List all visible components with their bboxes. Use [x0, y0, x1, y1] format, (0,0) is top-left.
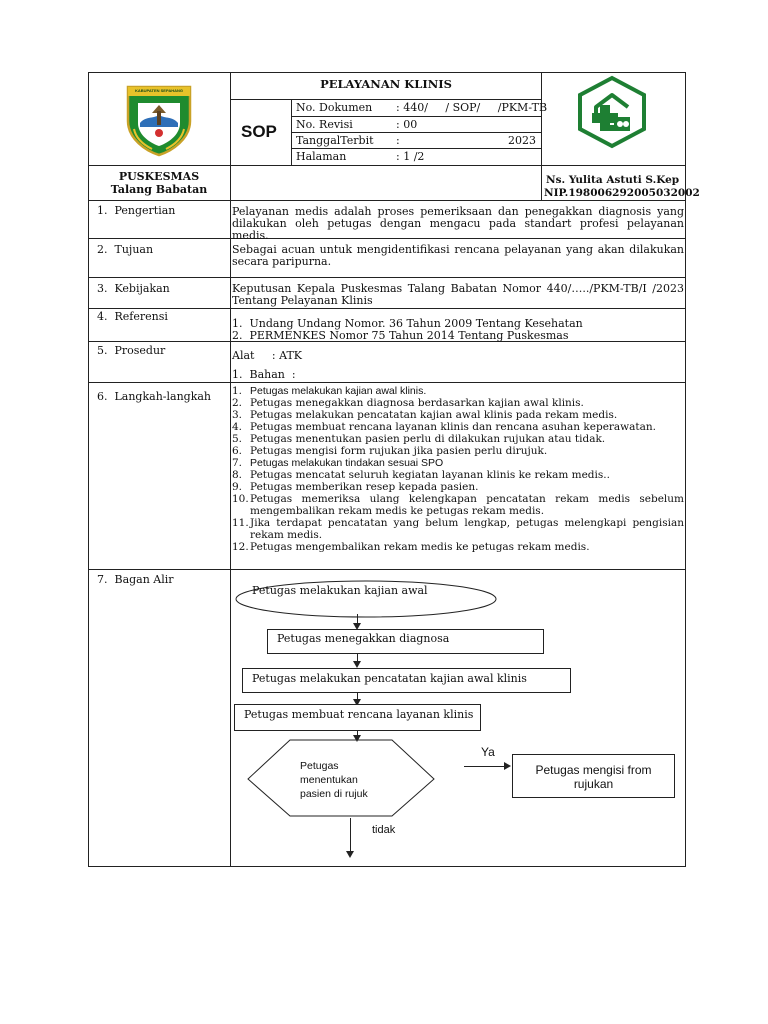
prosedur-bahan: 1. Bahan :	[232, 368, 296, 381]
referensi-item: 1. Undang Undang Nomor. 36 Tahun 2009 Tentang Kesehatan	[232, 317, 583, 330]
list-item: 1. Petugas melakukan kajian awal klinis.	[232, 385, 427, 397]
list-item: 6. Petugas mengisi form rujukan jika pasien perlu dirujuk.	[232, 445, 548, 457]
langkah-list	[232, 385, 684, 553]
flow-start-label: Petugas melakukan kajian awal	[252, 584, 428, 597]
flow-decision-line2: menentukan	[300, 774, 358, 786]
kebijakan-text: Keputusan Kepala Puskesmas Talang Babatan Nomor 440/…../PKM-TB/I /2023 Tentang Pelayanan Klinis	[232, 282, 684, 307]
flow-rencana-label: Petugas membuat rencana layanan klinis	[244, 708, 474, 721]
list-item: 8. Petugas mencatat seluruh kegiatan layanan klinis ke rekam medis..	[232, 469, 610, 481]
flow-pencatatan-box	[242, 668, 571, 693]
flow-pencatatan-label: Petugas melakukan pencatatan kajian awal klinis	[252, 672, 527, 685]
meta-doc-value: : 440/ / SOP/ /PKM-TB	[396, 101, 548, 114]
flow-rujukan-box	[512, 754, 675, 798]
meta-terbit-key: TanggalTerbit	[296, 134, 374, 147]
list-item: 5. Petugas menentukan pasien perlu di dilakukan rujukan atau tidak.	[232, 433, 606, 445]
prosedur-alat: Alat : ATK	[232, 349, 303, 362]
flow-rencana-box	[234, 704, 481, 731]
flow-rujukan-line1: Petugas mengisi from	[535, 763, 652, 777]
list-item: 3. Petugas melakukan pencatatan kajian awal klinis pada rekam medis.	[232, 409, 618, 421]
page-title: PELAYANAN KLINIS	[320, 77, 452, 91]
flow-decision-line3: pasien di rujuk	[300, 788, 368, 800]
list-item: 7. Petugas melakukan tindakan sesuai SPO	[232, 457, 444, 469]
pengertian-text: Pelayanan medis adalah proses pemeriksaan dan penegakkan diagnosis yang dilakukan oleh petugas dengan mengacu pada standart profesi pelayanan medis.	[232, 205, 684, 242]
label-langkah: 6. Langkah-langkah	[97, 390, 212, 403]
signer-nip: NIP.198006292005032002	[544, 187, 700, 199]
flow-ya-label: Ya	[481, 745, 495, 759]
signer-name: Ns. Yulita Astuti S.Kep	[546, 174, 680, 186]
org-location: Talang Babatan	[110, 183, 208, 196]
regency-logo-text: KABUPATEN SEPAHANG	[134, 88, 183, 93]
flow-rujukan-line2: rujukan	[573, 777, 614, 791]
meta-terbit-year: 2023	[508, 134, 536, 147]
meta-revisi-key: No. Revisi	[296, 118, 353, 131]
list-item: 10. Petugas memeriksa ulang kelengkapan pencatatan rekam medis sebelum mengembalikan rekam medis ke petugas rekam medis.	[232, 493, 684, 517]
meta-terbit-value: :	[396, 134, 400, 147]
flow-decision-line1: Petugas	[300, 760, 339, 772]
label-tujuan: 2. Tujuan	[97, 243, 154, 256]
meta-doc-key: No. Dokumen	[296, 101, 373, 114]
sop-label: SOP	[241, 122, 277, 141]
label-bagan: 7. Bagan Alir	[97, 573, 174, 586]
meta-halaman-key: Halaman	[296, 150, 347, 163]
flow-tidak-label: tidak	[372, 824, 396, 836]
meta-halaman-value: : 1 /2	[396, 150, 425, 163]
flow-diagnosa-label: Petugas menegakkan diagnosa	[277, 632, 450, 645]
list-item: 2. Petugas menegakkan diagnosa berdasarkan kajian awal klinis.	[232, 397, 584, 409]
referensi-item: 2. PERMENKES Nomor 75 Tahun 2014 Tentang Puskesmas	[232, 329, 569, 342]
tujuan-text: Sebagai acuan untuk mengidentifikasi rencana pelayanan yang akan dilakukan secara paripurna.	[232, 243, 684, 268]
regency-logo	[122, 83, 196, 157]
list-item: 4. Petugas membuat rencana layanan klinis dan rencana asuhan keperawatan.	[232, 421, 657, 433]
label-kebijakan: 3. Kebijakan	[97, 282, 170, 295]
puskesmas-logo	[574, 75, 650, 149]
flow-diagnosa-box	[267, 629, 544, 654]
list-item: 11. Jika terdapat pencatatan yang belum lengkap, petugas melengkapi pengisian rekam medis.	[232, 517, 684, 541]
list-item: 9. Petugas memberikan resep kepada pasien.	[232, 481, 479, 493]
org-name: PUSKESMAS	[118, 170, 200, 183]
label-referensi: 4. Referensi	[97, 310, 168, 323]
label-prosedur: 5. Prosedur	[97, 344, 166, 357]
list-item: 12. Petugas mengembalikan rekam medis ke petugas rekam medis.	[232, 541, 590, 553]
meta-revisi-value: : 00	[396, 118, 418, 131]
label-pengertian: 1. Pengertian	[97, 204, 176, 217]
